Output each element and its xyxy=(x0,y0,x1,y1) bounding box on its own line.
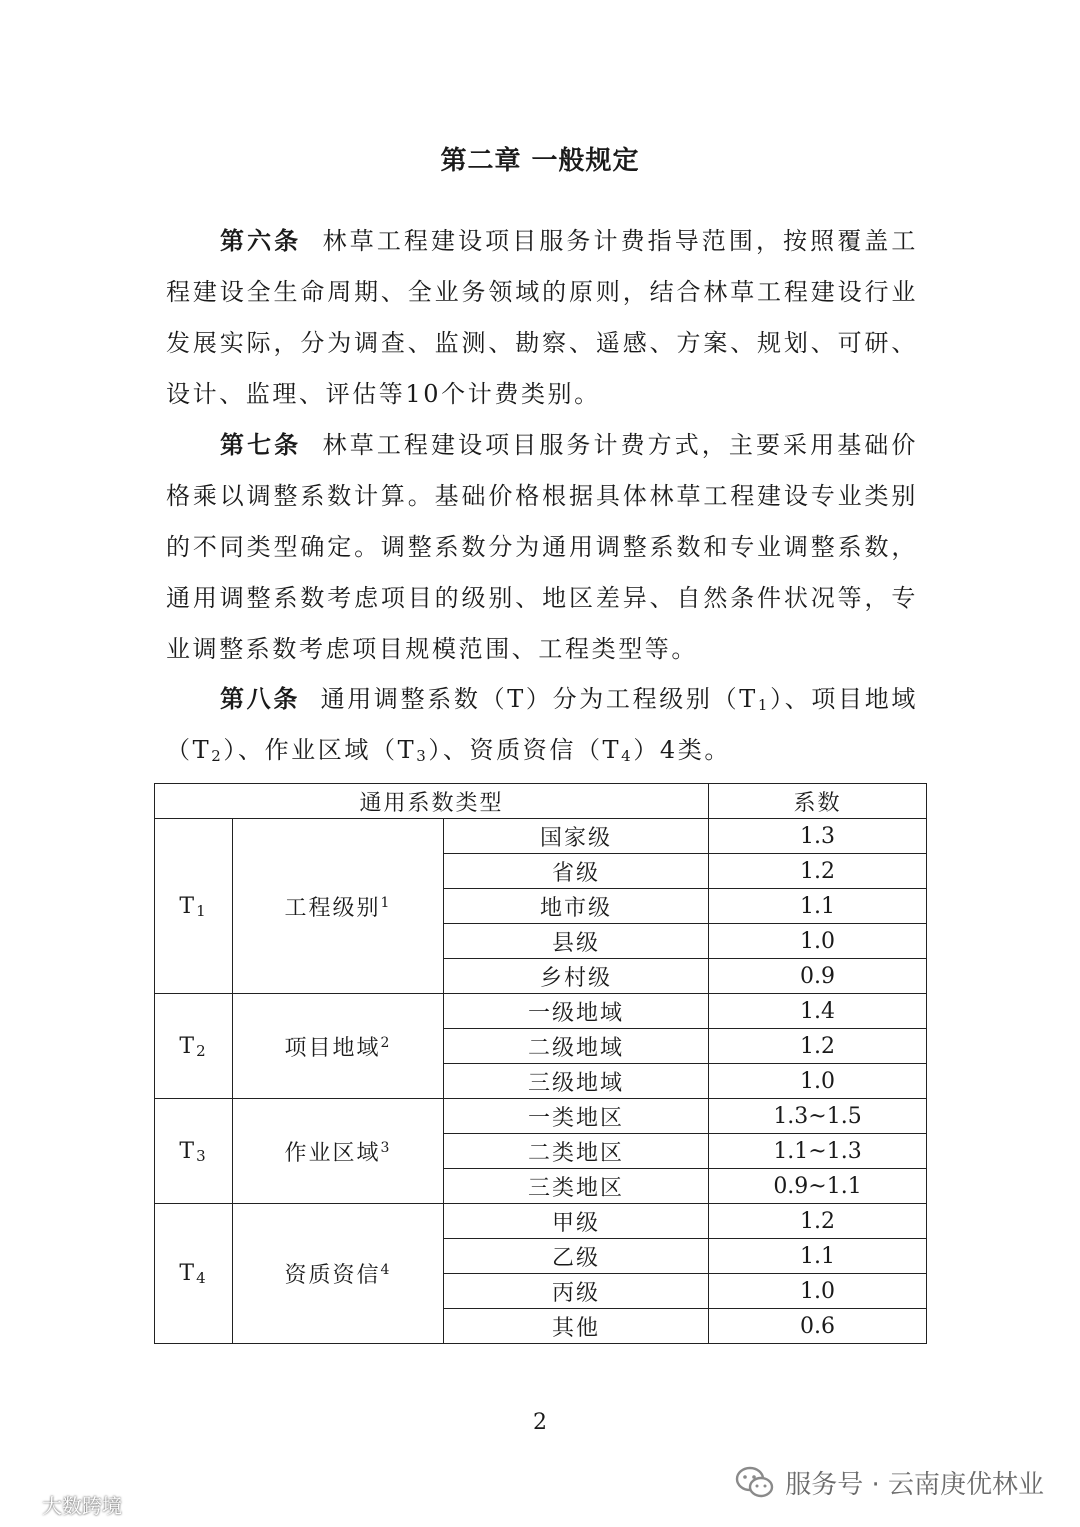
article-text: 林草工程建设项目服务计费指导范围，按照覆盖工程建设全生命周期、全业务领域的原则，结合林草工程建设行业发展实际，分为调查、监测、勘察、遥感、方案、规划、可研、设计、监理、评估等10个计费类别。 xyxy=(166,227,918,408)
coef-level-cell: 一类地区 xyxy=(444,1099,709,1134)
coef-level-cell: 三类地区 xyxy=(444,1169,709,1204)
wechat-icon xyxy=(735,1466,775,1500)
coef-category-cell xyxy=(233,1099,444,1204)
header-type: 通用系数类型 xyxy=(155,784,709,819)
watermark-left xyxy=(8,1490,122,1519)
coef-code-subscript: 1 xyxy=(196,901,208,920)
coef-code-subscript: 2 xyxy=(196,1041,208,1060)
article-text-part: ）、资质资信（T xyxy=(428,736,622,764)
coef-code-cell xyxy=(155,1204,233,1344)
subscript: 1 xyxy=(757,696,770,714)
coef-level-cell: 地市级 xyxy=(444,889,709,924)
coef-category-cell xyxy=(233,994,444,1099)
article-label: 第八条 xyxy=(220,685,300,713)
coef-value-cell: 0.9 xyxy=(709,959,927,994)
article-label: 第六条 xyxy=(220,227,302,255)
coef-level-cell: 二类地区 xyxy=(444,1134,709,1169)
header-coef: 系数 xyxy=(709,784,927,819)
coef-value-cell: 1.2 xyxy=(709,1029,927,1064)
table-row xyxy=(155,1099,927,1134)
coef-code: T xyxy=(179,1138,197,1164)
coef-value-cell: 1.2 xyxy=(709,854,927,889)
coef-value-cell: 1.0 xyxy=(709,924,927,959)
article-text: 林草工程建设项目服务计费方式，主要采用基础价格乘以调整系数计算。基础价格根据具体林草工程建设专业类别的不同类型确定。调整系数分为通用调整系数和专业调整系数，通用调整系数考虑项目的级别、地区差异、自然条件状况等，专业调整系数考虑项目规模范围、工程类型等。 xyxy=(166,431,918,663)
footnote-marker: 4 xyxy=(380,1262,392,1278)
coef-level-cell: 三级地域 xyxy=(444,1064,709,1099)
coef-value-cell: 1.1~1.3 xyxy=(709,1134,927,1169)
coef-level-cell: 丙级 xyxy=(444,1274,709,1309)
coef-code-subscript: 3 xyxy=(196,1146,208,1165)
coef-code-cell xyxy=(155,994,233,1099)
coef-category-name: 项目地域 xyxy=(284,1035,381,1061)
coef-level-cell: 县级 xyxy=(444,924,709,959)
subscript: 4 xyxy=(621,747,634,765)
footnote-marker: 2 xyxy=(380,1034,392,1051)
footnote-marker: 1 xyxy=(380,894,392,911)
table-row xyxy=(155,1204,927,1239)
coef-level-cell: 乡村级 xyxy=(444,959,709,994)
table-body xyxy=(155,819,927,1344)
coef-value-cell: 1.0 xyxy=(709,1064,927,1099)
article-text-part: ）、作业区域（T xyxy=(223,736,417,764)
coef-value-cell: 0.6 xyxy=(709,1309,927,1344)
table-row xyxy=(155,819,927,854)
coef-level-cell: 其他 xyxy=(444,1309,709,1344)
article-label: 第七条 xyxy=(220,431,302,459)
subscript: 3 xyxy=(416,747,429,765)
coef-category-name: 工程级别 xyxy=(284,895,381,921)
article-6 xyxy=(166,216,918,420)
coef-category-cell xyxy=(233,1204,444,1344)
coef-code-cell xyxy=(155,1099,233,1204)
chapter-title: 第二章 一般规定 xyxy=(440,146,640,176)
coef-code: T xyxy=(179,893,197,919)
logo-icon xyxy=(8,1491,36,1518)
coef-category-name: 作业区域 xyxy=(284,1140,381,1166)
coef-level-cell: 一级地域 xyxy=(444,994,709,1029)
coef-level-cell: 国家级 xyxy=(444,819,709,854)
coef-value-cell: 1.4 xyxy=(709,994,927,1029)
watermark-right-text: 服务号 · 云南庚优林业 xyxy=(785,1470,1044,1500)
coef-level-cell: 二级地域 xyxy=(444,1029,709,1064)
watermark-left-text: 大数跨境 xyxy=(42,1494,122,1518)
coef-value-cell: 1.1 xyxy=(709,889,927,924)
coef-value-cell: 1.1 xyxy=(709,1239,927,1274)
article-text-part: 通用调整系数（T）分为工程级别（T xyxy=(320,685,758,713)
coef-code-cell xyxy=(155,819,233,994)
table-row xyxy=(155,994,927,1029)
subscript: 2 xyxy=(211,747,224,765)
coef-category-name: 资质资信 xyxy=(284,1263,381,1288)
coef-code: T xyxy=(179,1261,197,1286)
coef-code-subscript: 4 xyxy=(196,1269,208,1287)
coefficient-table xyxy=(154,783,927,1344)
article-7 xyxy=(166,420,918,675)
article-text-part: ）、项目地域（T xyxy=(166,685,918,764)
coef-value-cell: 0.9~1.1 xyxy=(709,1169,927,1204)
coef-level-cell: 省级 xyxy=(444,854,709,889)
coef-value-cell: 1.3~1.5 xyxy=(709,1099,927,1134)
footnote-marker: 3 xyxy=(380,1139,392,1156)
coef-value-cell: 1.0 xyxy=(709,1274,927,1309)
coef-code: T xyxy=(179,1033,197,1059)
coef-level-cell: 乙级 xyxy=(444,1239,709,1274)
article-text-part: ）4类。 xyxy=(633,736,731,764)
coef-value-cell: 1.3 xyxy=(709,819,927,854)
coef-level-cell: 甲级 xyxy=(444,1204,709,1239)
watermark-right xyxy=(735,1464,1044,1501)
article-8 xyxy=(166,674,918,776)
coef-category-cell xyxy=(233,819,444,994)
page-number: 2 xyxy=(533,1410,547,1435)
coef-value-cell: 1.2 xyxy=(709,1204,927,1239)
table-header-row xyxy=(155,784,927,819)
